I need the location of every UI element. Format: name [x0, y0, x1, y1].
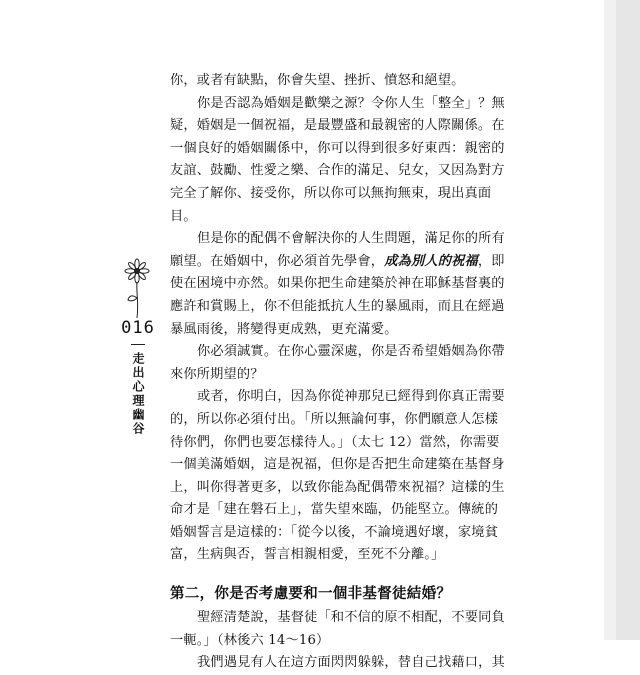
text-line: 聖經清楚說，基督徒「和不信的原不相配，不要同負	[197, 610, 505, 626]
text-line: 應許和賞賜上，你不但能抵抗人生的暴風雨，而且在經過	[170, 298, 505, 314]
text-line: 目。	[170, 208, 197, 224]
text-line: 命才是「建在磐石上」，當失望來臨，仍能堅立。傳統的	[170, 502, 499, 518]
page-number: 016	[118, 318, 158, 345]
text-line: 一個良好的婚姻關係中，你可以得到很多好東西：親密的	[170, 140, 505, 156]
text-line: 你必須誠實。在你心靈深處，你是否希望婚姻為你帶	[197, 344, 505, 360]
text-line: 但是你的配偶不會解決你的人生問題，滿足你的所有	[197, 231, 505, 247]
text-line-with-emphasis	[170, 251, 505, 274]
text-line: 使在困境中亦然。如果你把生命建築於神在耶穌基督裏的	[170, 276, 505, 292]
book-title: 走出心理幽谷	[131, 352, 145, 436]
text-line: 暴風雨後，將變得更成熟，更充滿愛。	[170, 321, 398, 337]
text-line: 一軛。」（林後六 14～16）	[170, 632, 330, 648]
text-line: 完全了解你、接受你，所以你可以無拘無束，現出真面	[170, 185, 492, 201]
text-span: ，即	[477, 253, 505, 269]
text-line: 你，或者有缺點，你會失望、挫折、憤怒和絕望。	[170, 73, 465, 88]
text-line: 上，叫你得著更多，以致你能為配偶帶來祝福？這樣的生	[170, 479, 505, 495]
emphasis-text: 成為別人的祝福	[384, 253, 478, 269]
text-line: 待你們，你們也要怎樣待人。」（太七 12）當然，你需要	[170, 434, 500, 450]
text-line: 疑，婚姻是一個祝福，是最豐盛和最親密的人際關係。在	[170, 118, 505, 134]
text-line: 婚姻誓言是這樣的：「從今以後，不論境遇好壞，家境貧	[170, 524, 499, 540]
text-line: 的，所以你必須付出。「所以無論何事，你們願意人怎樣	[170, 411, 499, 427]
text-line: 你是否認為婚姻是歡樂之源？令你人生「整全」？無	[197, 95, 505, 111]
text-line: 一個美滿婚姻，這是祝福，但你是否把生命建築在基督身	[170, 457, 505, 473]
text-span: 願望。在婚姻中，你必須首先學會，	[170, 253, 385, 269]
text-line: 來你所期望的？	[170, 366, 264, 382]
text-line: 或者，你明白，因為你從神那兒已經得到你真正需要	[197, 389, 505, 405]
text-line: 我們遇見有人在這方面閃閃躲躲，替自己找藉口，其	[197, 655, 505, 671]
section-heading: 第二，你是否考慮要和一個非基督徒結婚？	[170, 586, 452, 603]
page-body	[170, 70, 505, 675]
flower-icon	[122, 258, 152, 322]
text-line: 友誼、鼓勵、性愛之樂、合作的滿足、兒女，又因為對方	[170, 163, 505, 179]
text-line: 富，生病與否，誓言相親相愛，至死不分離。」	[170, 547, 445, 563]
